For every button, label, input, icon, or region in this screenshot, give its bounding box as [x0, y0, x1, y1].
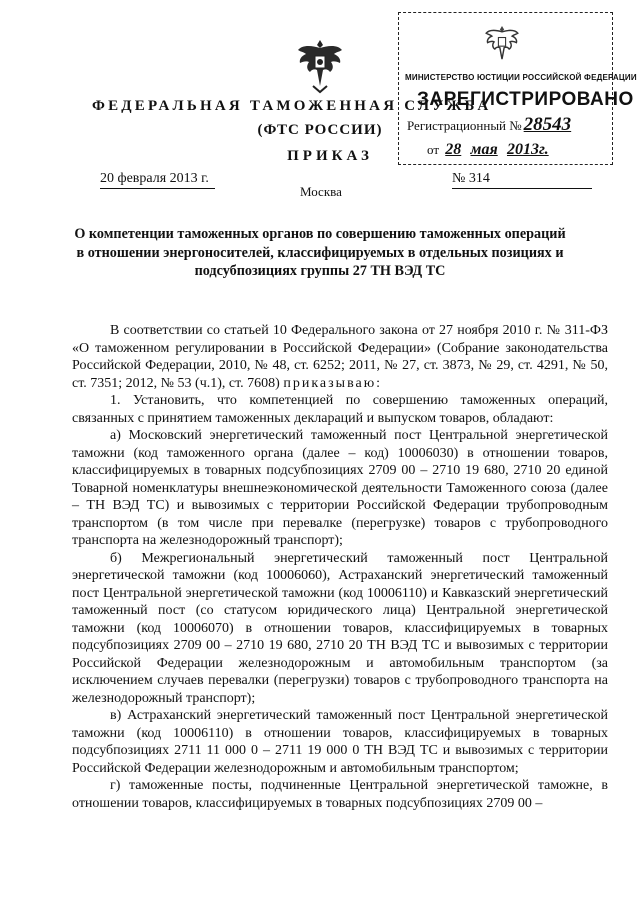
stamp-date-year: 2013г.	[506, 141, 549, 158]
stamp-registration-date	[427, 141, 552, 159]
stamp-date-month: мая	[470, 141, 498, 158]
agency-short-name: (ФТС РОССИИ)	[257, 122, 383, 138]
order-date: 20 февраля 2013 г.	[100, 171, 215, 189]
preamble-text: В соответствии со статьей 10 Федерального закона от 27 ноября 2010 г. № 311-ФЗ «О таможенном регулировании в Российской Федерации» (Собрание законодательства Российской Федерации, 2010, № 48, ст. 6252; 2011, № 27, ст. 3873, № 29, ст. 4291, № 50, ст. 7351; 2012, № 53 (ч.1), ст. 7608)	[72, 323, 608, 391]
item-b: б) Межрегиональный энергетический таможенный пост Центральной энергетической таможни (код 10006060), Астраханский энергетический таможенный пост Центральной энергетической таможни (код 10006110) и Кавказский энергетический таможенный пост (со статусом юридического лица) Центральной энергетической таможни (код 10006070) в отношении товаров, классифицируемых в товарных подсубпозициях 2709 00 – 2710 19 680, 2710 20 ТН ВЭД ТС и вывозимых с территории Российской Федерации железнодорожным и автомобильным транспортом (за исключением случаев перевалки (перегрузки) товаров с трубопроводного транспорта на железнодорожный транспорт);	[72, 550, 608, 706]
coat-of-arms-icon	[295, 36, 345, 94]
document-body	[72, 322, 608, 812]
stamp-reg-number: 28543	[523, 114, 572, 135]
order-word: приказываю:	[283, 375, 383, 391]
stamp-date-day: 28	[445, 141, 462, 158]
document-type: ПРИКАЗ	[287, 148, 373, 164]
agency-name: ФЕДЕРАЛЬНАЯ ТАМОЖЕННАЯ СЛУЖБА	[92, 98, 492, 114]
stamp-from-label: от	[427, 142, 440, 157]
stamp-reg-label: Регистрационный №	[407, 118, 522, 133]
item-a: а) Московский энергетический таможенный пост Центральной энергетической таможни (код таможенного органа (далее – код) 10006030) в отношении товаров, классифицируемых в товарных подсубпозициях 2709 00 – 2710 19 680, 2710 20 единой Товарной номенклатуры внешнеэкономической деятельности Таможенного союза (далее – ТН ВЭД ТС) и вывозимых с территории Российской Федерации трубопроводным транспортом (в том числе при перевалке (перегрузке) товаров с трубопроводного транспорта на железнодорожный транспорт);	[72, 428, 608, 548]
item-1: 1. Установить, что компетенцией по совершению таможенных операций, связанных с принятием таможенных деклараций и выпуском товаров, обладают:	[72, 393, 608, 426]
registration-stamp	[398, 12, 637, 165]
stamp-registration-number	[407, 114, 571, 136]
stamp-status: ЗАРЕГИСТРИРОВАНО	[417, 89, 634, 110]
item-g: г) таможенные посты, подчиненные Центральной энергетической таможне, в отношении товаров, классифицируемых в товарных подсубпозициях 2709 00 –	[72, 778, 608, 811]
item-v: в) Астраханский энергетический таможенный пост Центральной энергетической таможни (код 10006110) в отношении товаров, классифицируемых в товарных подсубпозициях 2711 11 000 0 – 2711 19 000 0 ТН ВЭД ТС и вывозимых с территории Российской Федерации железнодорожным и автомобильным транспортом;	[72, 708, 608, 776]
stamp-ministry: МИНИСТЕРСТВО ЮСТИЦИИ РОССИЙСКОЙ ФЕДЕРАЦИИ	[405, 73, 637, 82]
document-subject: О компетенции таможенных органов по совершению таможенных операций в отношении энергоносителей, классифицируемых в отдельных позициях и подсубпозициях группы 27 ТН ВЭД ТС	[74, 226, 566, 279]
order-number: № 314	[452, 171, 592, 189]
stamp-emblem-icon	[484, 23, 520, 65]
preamble-paragraph	[72, 322, 608, 392]
city: Москва	[300, 184, 342, 199]
